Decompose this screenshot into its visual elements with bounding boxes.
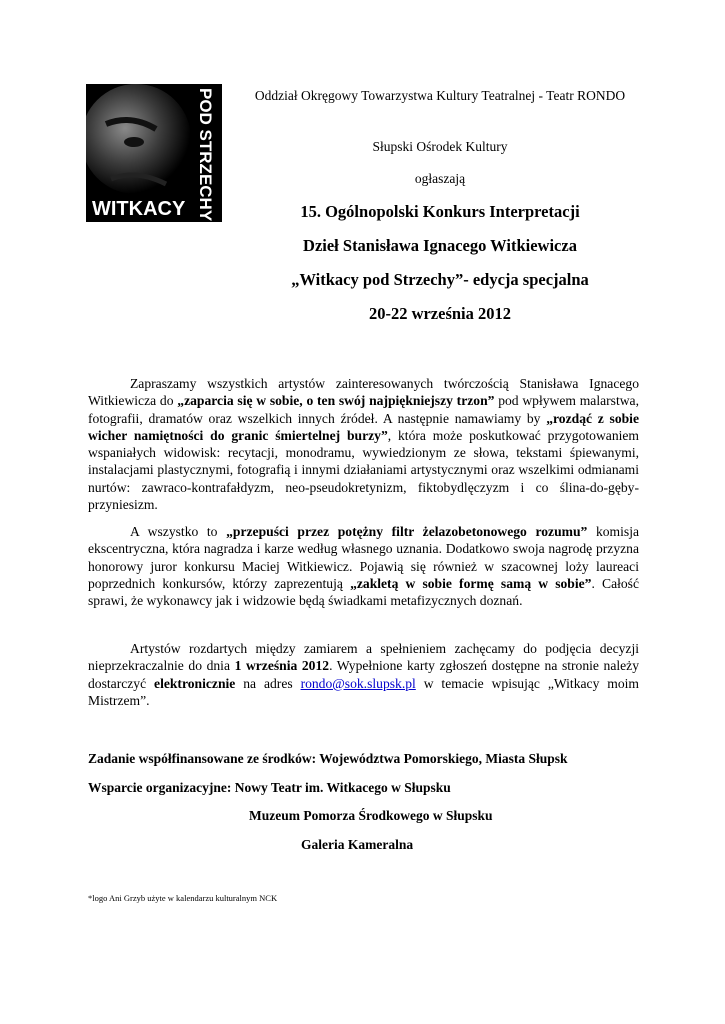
p3-text-1: Artystów rozdartych między zamiarem a spełnieniem zachęcamy do podjęcia decyzji nieprzekraczalnie do dnia — [88, 641, 639, 674]
logo-text-pod-strzechy: POD STRZECHY — [196, 88, 215, 222]
dates: 20-22 września 2012 — [368, 304, 512, 323]
paragraph-2 — [88, 523, 639, 609]
p3-text-4: w temacie wpisując „Witkacy moim Mistrzem”. — [88, 675, 639, 708]
paragraph-3 — [88, 640, 639, 709]
p1-text-1: Zapraszamy wszystkich artystów zainteresowanych twórczością Stanisława Ignacego Witkiewicza do — [88, 376, 639, 409]
support-line: Wsparcie organizacyjne: Nowy Teatr im. Witkacego w Słupsku — [88, 780, 451, 795]
p2-quote-1: „przepuści przez potężny filtr żelazobetonowego rozumu” — [226, 524, 588, 539]
organizer-line: Oddział Okręgowy Towarzystwa Kultury Teatralnej - Teatr RONDO — [254, 88, 626, 103]
museum-line: Muzeum Pomorza Środkowego w Słupsku — [249, 808, 493, 823]
p3-text-3: na adres — [235, 675, 301, 691]
p2-text-3: . Całość sprawi, że wykonawcy jak i widzowie będą świadkami metafizycznych doznań. — [88, 575, 639, 609]
witkacy-logo — [86, 84, 222, 222]
email-link[interactable]: rondo@sok.slupsk.pl — [300, 675, 416, 691]
logo-text-witkacy: WITKACY — [92, 198, 186, 220]
p1-text-3: , która może poskutkować przygotowaniem wspaniałych widowisk: recytacji, monodramu, wywiedzionym ze słowa, tekstami śpiewanymi, instalacjami plastycznymi, fotografią i innymi działaniami artystycznymi oraz wszelkimi odmianami nurtów: zawraco-kontrafałdyzm, neo-pseudokretynizm, fiktobydlęczyzm i co ślina-do-gęby-przyniesizm. — [88, 427, 639, 513]
cofinance-line: Zadanie współfinansowane ze środków: Województwa Pomorskiego, Miasta Słupsk — [88, 751, 568, 766]
p1-text-2: pod wpływem malarstwa, fotografii, dramatów oraz wszelkich innych źródeł. A następnie namawiamy by — [88, 393, 639, 426]
p1-quote-1: „zaparcia się w sobie, o ten swój najpiękniejszy trzon” — [177, 393, 495, 409]
paragraph-1 — [88, 375, 639, 513]
p1-quote-2: „rozdąć z sobie wicher namiętności do granic śmiertelnej burzy” — [88, 410, 639, 443]
organizer-line-2: Słupski Ośrodek Kultury — [372, 139, 508, 154]
title-line-3: „Witkacy pod Strzechy”- edycja specjalna — [291, 270, 589, 289]
footnote: *logo Ani Grzyb użyte w kalendarzu kulturalnym NCK — [88, 893, 278, 903]
gallery-line: Galeria Kameralna — [301, 837, 414, 852]
title-line-2: Dzieł Stanisława Ignacego Witkiewicza — [303, 236, 577, 255]
p2-text-2: komisja ekscentryczna, która nagradza i karze według własnego uznania. Dodatkowo swoja nagrodę przyzna honorowy juror konkursu Maciej Witkiewicz. Pojawią się również w szacownej loży laureaci poprzednich konkursów, którzy zaprezentują — [88, 524, 640, 591]
title-line-1: 15. Ogólnopolski Konkurs Interpretacji — [300, 202, 580, 221]
p3-text-2: . Wypełnione karty zgłoszeń dostępne na stronie należy dostarczyć — [88, 658, 639, 691]
p2-quote-2: „zakletą w sobie formę samą w sobie” — [350, 575, 592, 591]
logo-image — [86, 84, 222, 222]
announce-text: ogłaszają — [414, 171, 466, 186]
p3-electronic: elektronicznie — [154, 675, 236, 691]
p3-deadline: 1 września 2012 — [234, 658, 330, 674]
p2-text-1: A wszystko to — [130, 524, 227, 539]
